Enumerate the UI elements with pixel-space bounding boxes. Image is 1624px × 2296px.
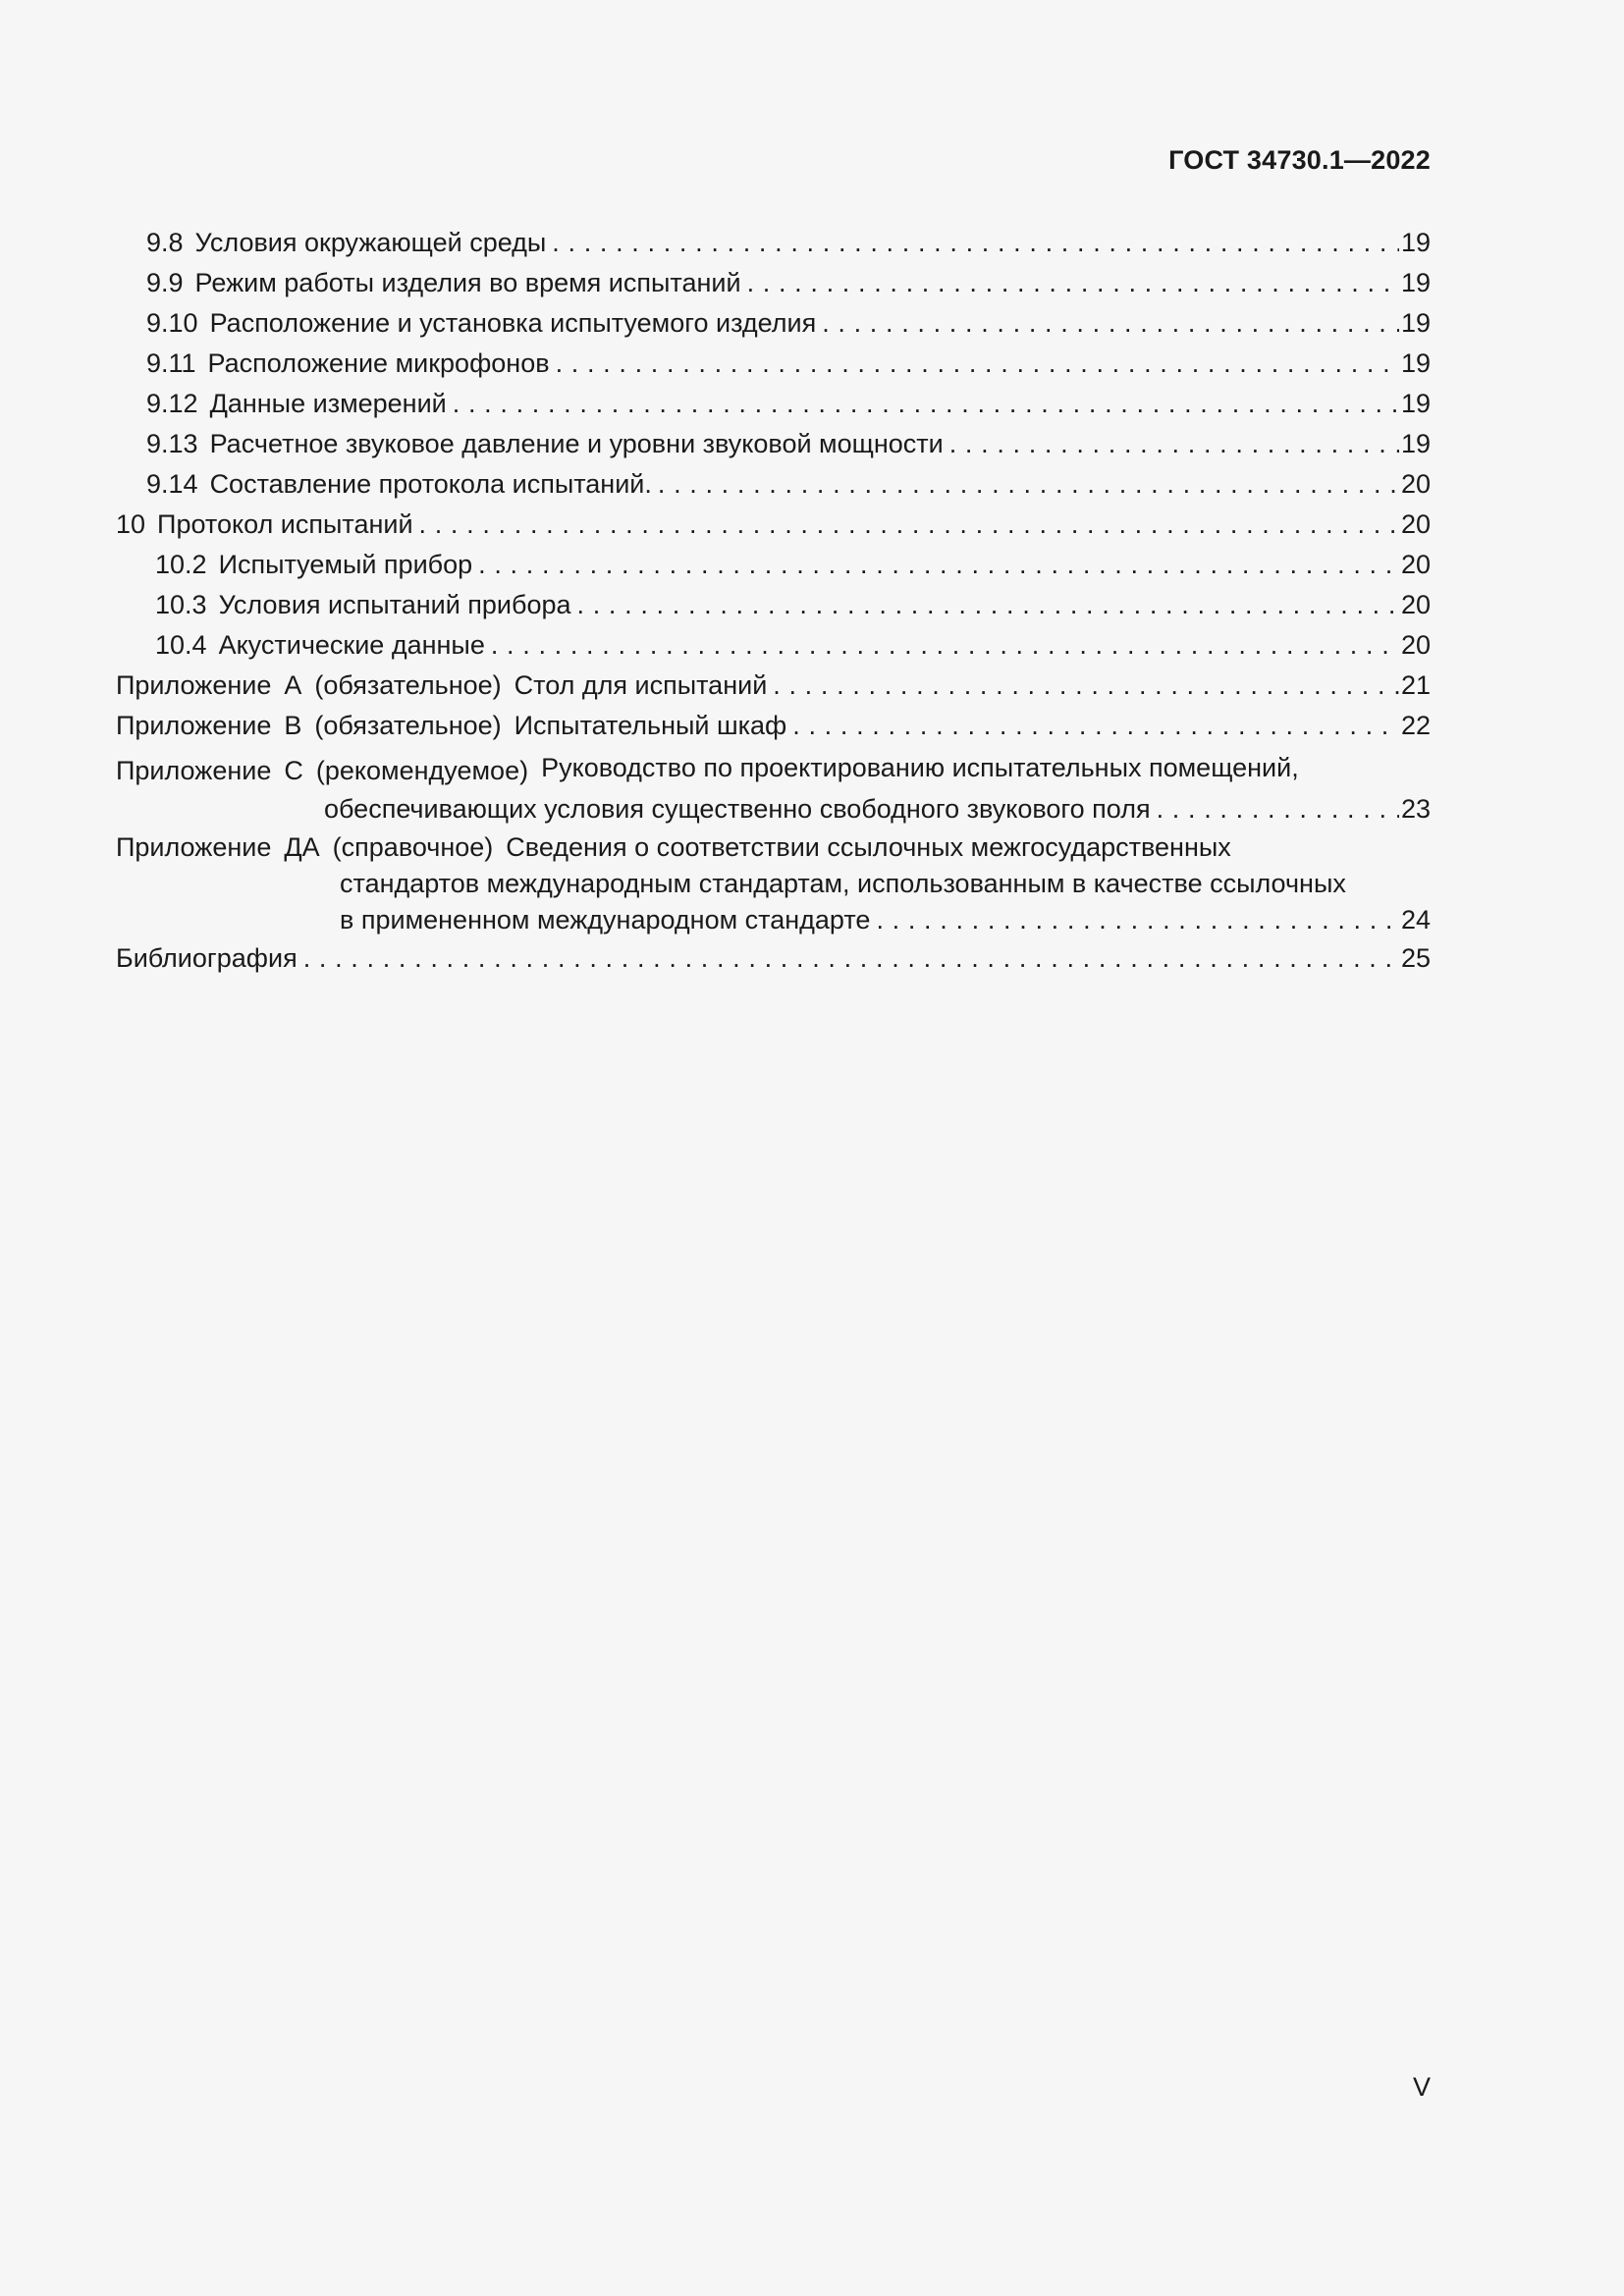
annex-letter: С xyxy=(284,756,303,785)
toc-entry-number: 9.11 xyxy=(146,348,196,378)
annex-letter: А xyxy=(284,670,302,700)
annex-status: (обязательное) xyxy=(314,711,502,740)
dot-leader xyxy=(552,223,1399,263)
annex-status: (справочное) xyxy=(332,832,494,862)
dot-leader xyxy=(478,545,1399,585)
toc-annex-entry[interactable] xyxy=(116,666,1431,706)
annex-title-block xyxy=(514,706,1431,746)
annex-title-line xyxy=(514,666,1431,706)
toc-annex-continuation xyxy=(116,791,1431,827)
toc-entry-title: Испытуемый прибор xyxy=(218,550,473,579)
toc-entry-page: 19 xyxy=(1400,268,1431,297)
dot-leader xyxy=(747,263,1399,303)
dot-leader xyxy=(303,938,1399,979)
document-designation: ГОСТ 34730.1—2022 xyxy=(1168,145,1431,175)
dot-leader xyxy=(876,902,1399,938)
annex-title: Стол для испытаний xyxy=(514,670,768,700)
toc-entry-title: Расчетное звуковое давление и уровни звуковой мощности xyxy=(209,429,944,458)
toc-entry[interactable] xyxy=(116,263,1431,303)
toc-entry-page: 20 xyxy=(1400,469,1431,499)
annex-title-line xyxy=(514,706,1431,746)
dot-leader xyxy=(577,585,1399,625)
toc-entry-page: 25 xyxy=(1400,943,1431,973)
toc-entry-number: 10.2 xyxy=(155,550,207,579)
toc-entry-title: Расположение и установка испытуемого изделия xyxy=(209,308,817,338)
toc-entry-number: 9.13 xyxy=(146,429,198,458)
toc-entry-page: 19 xyxy=(1400,308,1431,338)
toc-entry-title: Протокол испытаний xyxy=(157,509,413,539)
annex-prefix xyxy=(116,666,514,706)
annex-title: стандартов международным стандартам, использованным в качестве ссылочных xyxy=(340,869,1346,898)
toc-entry-title: Составление протокола испытаний. xyxy=(209,469,652,499)
toc-entry[interactable] xyxy=(116,505,1431,545)
toc-entry-page: 19 xyxy=(1400,348,1431,378)
toc-entry-title: Расположение микрофонов xyxy=(207,348,550,378)
toc-entry-number: 9.8 xyxy=(146,228,184,257)
annex-title-block xyxy=(541,751,1431,784)
annex-status: (обязательное) xyxy=(314,670,502,700)
toc-entry-title: Библиография xyxy=(116,943,298,973)
toc-entry-title: Данные измерений xyxy=(209,389,447,418)
table-of-contents xyxy=(116,223,1431,979)
toc-entry-page: 20 xyxy=(1400,550,1431,579)
annex-title: Испытательный шкаф xyxy=(514,711,787,740)
toc-entry-title: Условия испытаний прибора xyxy=(218,590,571,619)
toc-entry-number: 9.9 xyxy=(146,268,184,297)
dot-leader xyxy=(949,424,1399,464)
toc-entry-page: 22 xyxy=(1400,711,1431,740)
toc-entry[interactable] xyxy=(116,384,1431,424)
annex-title-line xyxy=(506,829,1431,866)
annex-prefix xyxy=(116,751,541,791)
annex-title-block xyxy=(514,666,1431,706)
annex-word: Приложение xyxy=(116,756,272,785)
dot-leader xyxy=(658,464,1399,505)
toc-entry-page: 19 xyxy=(1400,389,1431,418)
dot-leader xyxy=(491,625,1399,666)
toc-entry-page: 20 xyxy=(1400,630,1431,660)
toc-entry-page: 21 xyxy=(1400,670,1431,700)
toc-entry[interactable] xyxy=(116,625,1431,666)
toc-entry-page: 23 xyxy=(1400,794,1431,824)
toc-entry[interactable] xyxy=(116,424,1431,464)
annex-word: Приложение xyxy=(116,670,272,700)
toc-entry-number: 9.12 xyxy=(146,389,198,418)
toc-annex-continuation xyxy=(116,902,1431,938)
dot-leader xyxy=(1157,791,1399,827)
page-number: V xyxy=(1412,2072,1431,2102)
toc-entry-title: Условия окружающей среды xyxy=(194,228,547,257)
toc-entry-number: 10.4 xyxy=(155,630,207,660)
toc-entry[interactable] xyxy=(116,545,1431,585)
toc-entry-title: Акустические данные xyxy=(218,630,485,660)
annex-letter: ДА xyxy=(284,832,320,862)
toc-entry-number: 10.3 xyxy=(155,590,207,619)
annex-prefix xyxy=(116,706,514,746)
toc-entry-page: 20 xyxy=(1400,590,1431,619)
annex-title: в примененном международном стандарте xyxy=(340,905,871,934)
toc-annex-continuation xyxy=(116,866,1431,902)
toc-entry[interactable] xyxy=(116,464,1431,505)
toc-entry[interactable] xyxy=(116,303,1431,344)
toc-entry-bibliography[interactable] xyxy=(116,938,1431,979)
annex-title: обеспечивающих условия существенно свободного звукового поля xyxy=(324,794,1151,824)
annex-prefix xyxy=(116,829,506,866)
toc-entry-number: 9.14 xyxy=(146,469,198,499)
dot-leader xyxy=(773,666,1399,706)
toc-entry-page: 24 xyxy=(1400,905,1431,934)
toc-entry-number: 9.10 xyxy=(146,308,198,338)
annex-word: Приложение xyxy=(116,711,272,740)
toc-entry[interactable] xyxy=(116,585,1431,625)
toc-entry-number: 10 xyxy=(116,509,146,539)
toc-entry-title: Режим работы изделия во время испытаний xyxy=(194,268,741,297)
toc-entry-page: 19 xyxy=(1400,228,1431,257)
toc-annex-entry[interactable] xyxy=(116,751,1431,791)
toc-entry[interactable] xyxy=(116,223,1431,263)
toc-entry[interactable] xyxy=(116,344,1431,384)
dot-leader xyxy=(822,303,1399,344)
toc-entry-page: 19 xyxy=(1400,429,1431,458)
annex-title: Сведения о соответствии ссылочных межгосударственных xyxy=(506,832,1231,862)
dot-leader xyxy=(792,706,1399,746)
annex-word: Приложение xyxy=(116,832,272,862)
dot-leader xyxy=(453,384,1399,424)
annex-status: (рекомендуемое) xyxy=(315,756,529,785)
annex-title-line xyxy=(541,751,1431,784)
toc-annex-entry[interactable] xyxy=(116,829,1431,866)
dot-leader xyxy=(419,505,1399,545)
toc-entry-page: 20 xyxy=(1400,509,1431,539)
annex-title-block xyxy=(506,829,1431,866)
dot-leader xyxy=(556,344,1399,384)
annex-letter: В xyxy=(284,711,302,740)
annex-title: Руководство по проектированию испытательных помещений, xyxy=(541,753,1299,782)
toc-annex-entry[interactable] xyxy=(116,706,1431,746)
